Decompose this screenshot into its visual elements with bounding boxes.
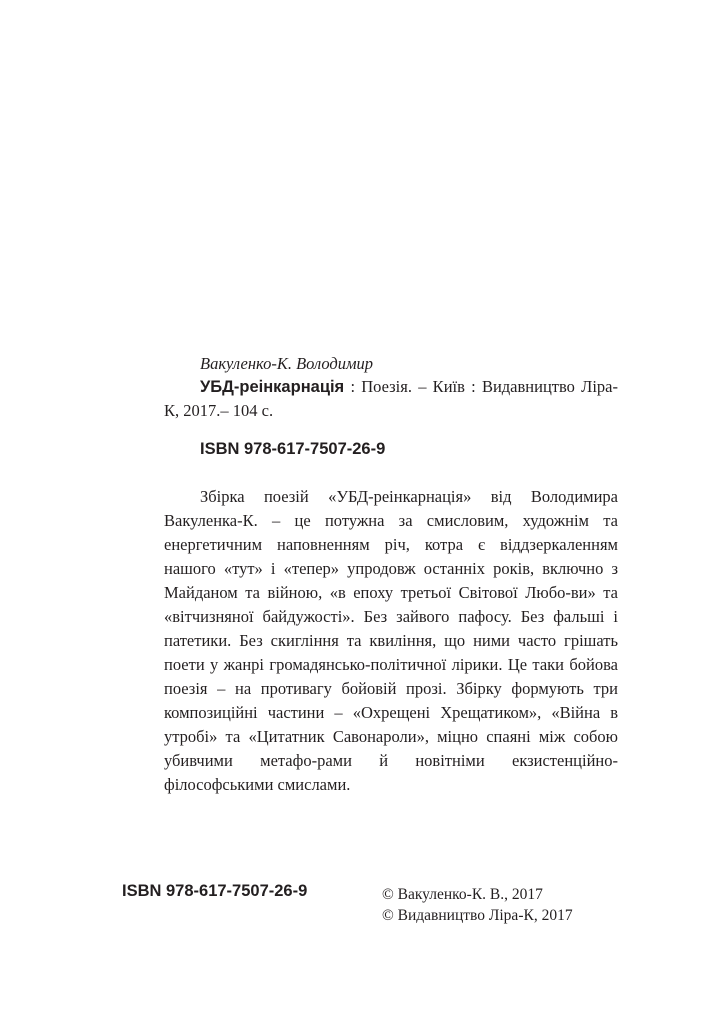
copyright-author: © Вакуленко-К. В., 2017 — [382, 886, 543, 903]
publication-details: : Поезія. – Київ : Видавництво Ліра-К, 2017.– 104 с. — [164, 377, 618, 420]
bibliographic-record — [164, 352, 618, 797]
author-name: Вакуленко-К. Володимир — [200, 354, 374, 373]
book-title: УБД-реінкарнація — [200, 378, 345, 396]
footer-isbn: ISBN 978-617-7507-26-9 — [122, 882, 308, 900]
annotation-paragraph: Збірка поезій «УБД-реінкарнація» від Володимира Вакуленка-К. – це потужна за смисловим, художнім та енергетичним наповненням річ, котра є віддзеркаленням нашого «тут» і «тепер» упродовж останніх років, включно з Майданом та війною, «в епоху третьої Світової Любо-ви» та «вітчизняної байдужості». Без зайвого пафосу. Без фальші і патетики. Без скигління та квиління, що ними часто грішать поети у жанрі громадянсько-політичної лірики. Це таки бойова поезія – на противагу бойовій прозі. Збірку формують три композиційні частини – «Охрещені Хрещатиком», «Війна в утробі» та «Цитатник Савонароли», міцно спаяні між собою убивчими метафо-рами й новітніми екзистенційно-філософськими смислами. — [164, 487, 618, 794]
copyright-publisher: © Видавництво Ліра-К, 2017 — [382, 907, 573, 924]
copyright-block — [382, 884, 573, 926]
isbn-record: ISBN 978-617-7507-26-9 — [200, 440, 386, 458]
title-line — [164, 375, 618, 422]
